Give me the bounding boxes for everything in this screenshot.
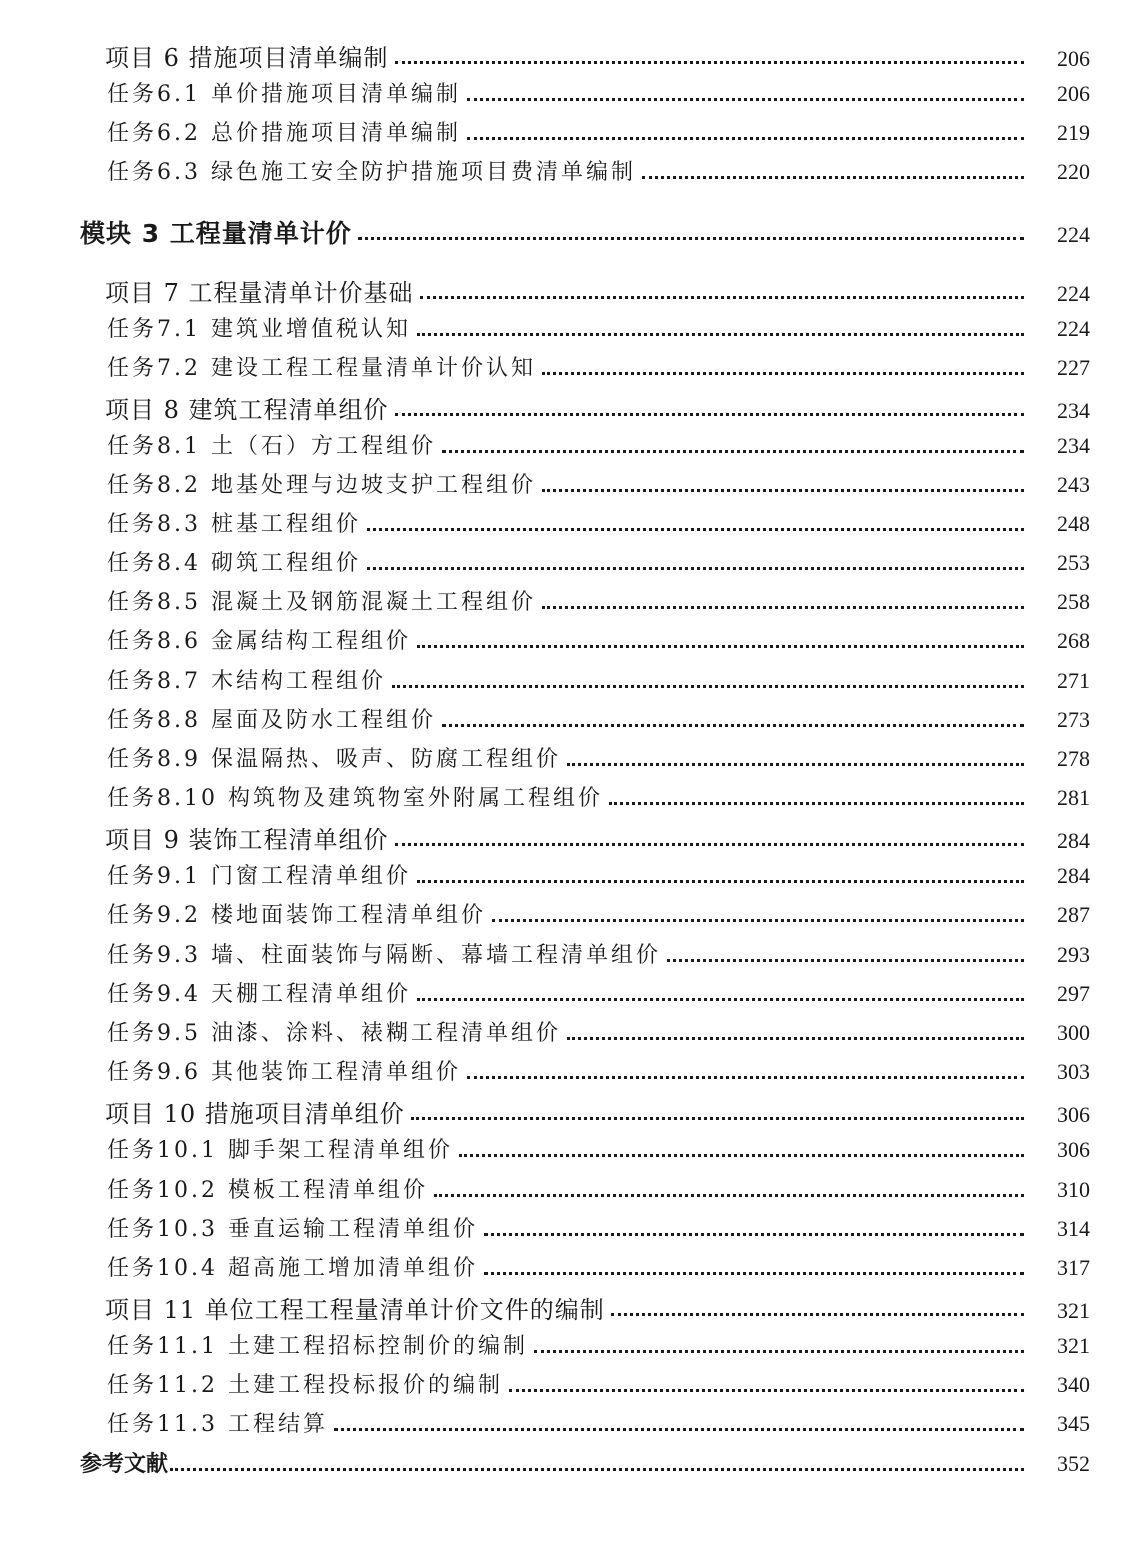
toc-entry-page-number: 281 [1057, 785, 1090, 810]
toc-entry-task [0, 77, 1144, 108]
dot-leader [417, 997, 1024, 1001]
toc-entry-task [0, 1212, 1144, 1243]
toc-entry-page-number: 224 [1057, 222, 1090, 247]
toc-entry-page-number: 321 [1057, 1298, 1090, 1323]
dot-leader [442, 723, 1024, 727]
toc-entry-title: 任务8.6 金属结构工程组价 [107, 629, 411, 654]
toc-entry-page-number: 243 [1057, 472, 1090, 497]
toc-entry-page-number: 227 [1057, 355, 1090, 380]
toc-entry-title: 任务11.1 土建工程招标控制价的编制 [107, 1334, 528, 1359]
toc-entry-page-number: 206 [1057, 81, 1090, 106]
toc-entry-title: 任务8.5 混凝土及钢筋混凝土工程组价 [107, 590, 536, 615]
dot-leader [395, 60, 1024, 64]
toc-entry-page-number: 310 [1057, 1177, 1090, 1202]
dot-leader [467, 136, 1024, 140]
toc-entry-page-number: 224 [1057, 316, 1090, 341]
toc-entry-page-number: 314 [1057, 1216, 1090, 1241]
toc-entry-task [0, 1368, 1144, 1399]
toc-entry-title: 任务6.1 单价措施项目清单编制 [107, 82, 461, 107]
toc-entry-project [0, 390, 1144, 425]
toc-entry-task [0, 977, 1144, 1008]
toc-entry-page-number: 258 [1057, 589, 1090, 614]
toc-entry-page-number: 287 [1057, 902, 1090, 927]
toc-entry-task [0, 351, 1144, 382]
dot-leader [509, 1388, 1024, 1392]
toc-entry-page-number: 234 [1057, 433, 1090, 458]
dot-leader [567, 762, 1024, 766]
toc-entry-title: 项目 10 措施项目清单组价 [105, 1100, 405, 1128]
toc-entry-title: 任务10.3 垂直运输工程清单组价 [107, 1217, 478, 1242]
toc-entry-title: 任务9.1 门窗工程清单组价 [107, 864, 411, 889]
toc-entry-task [0, 546, 1144, 577]
toc-entry-project [0, 1290, 1144, 1325]
toc-entry-title: 任务9.2 楼地面装饰工程清单组价 [107, 903, 486, 928]
toc-entry-title: 参考文献 [80, 1452, 169, 1477]
toc-entry-page-number: 234 [1057, 398, 1090, 423]
toc-entry-page-number: 271 [1057, 668, 1090, 693]
toc-entry-title: 任务6.3 绿色施工安全防护措施项目费清单编制 [107, 160, 636, 185]
toc-entry-page-number: 273 [1057, 707, 1090, 732]
toc-entry-page-number: 306 [1057, 1102, 1090, 1127]
toc-entry-page-number: 345 [1057, 1411, 1090, 1436]
toc-entry-title: 任务9.3 墙、柱面装饰与隔断、幕墙工程清单组价 [107, 943, 661, 968]
toc-entry-title: 项目 11 单位工程工程量清单计价文件的编制 [105, 1296, 605, 1324]
toc-entry-project [0, 820, 1144, 855]
toc-entry-title: 模块 3 工程量清单计价 [80, 219, 352, 248]
toc-entry-title: 任务9.6 其他装饰工程清单组价 [107, 1060, 461, 1085]
dot-leader [411, 1116, 1024, 1120]
toc-entry-task [0, 1173, 1144, 1204]
toc-entry-page-number: 352 [1057, 1451, 1090, 1476]
toc-entry-task [0, 507, 1144, 538]
toc-entry-title: 任务7.1 建筑业增值税认知 [107, 317, 411, 342]
toc-entry-task [0, 703, 1144, 734]
toc-entry-title: 项目 6 措施项目清单编制 [105, 44, 389, 72]
toc-entry-title: 任务9.5 油漆、涂料、裱糊工程清单组价 [107, 1021, 561, 1046]
dot-leader [611, 1312, 1024, 1316]
toc-entry-title: 任务8.3 桩基工程组价 [107, 512, 361, 537]
toc-entry-task [0, 1133, 1144, 1164]
toc-entry-task [0, 1016, 1144, 1047]
toc-entry-task [0, 1407, 1144, 1438]
toc-entry-page-number: 248 [1057, 511, 1090, 536]
dot-leader [170, 1467, 1024, 1471]
toc-entry-title: 任务11.3 工程结算 [107, 1412, 328, 1437]
toc-entry-title: 任务7.2 建设工程工程量清单计价认知 [107, 356, 536, 381]
dot-leader [442, 449, 1024, 453]
toc-entry-title: 任务8.8 屋面及防水工程组价 [107, 708, 436, 733]
toc-entry-task [0, 312, 1144, 343]
toc-entry-title: 任务8.9 保温隔热、吸声、防腐工程组价 [107, 747, 561, 772]
toc-entry-task [0, 898, 1144, 929]
toc-entry-title: 任务8.10 构筑物及建筑物室外附属工程组价 [107, 786, 603, 811]
toc-entry-module [0, 214, 1144, 250]
toc-entry-page-number: 303 [1057, 1059, 1090, 1084]
toc-entry-project [0, 1094, 1144, 1129]
toc-entry-title: 任务10.1 脚手架工程清单组价 [107, 1138, 453, 1163]
toc-entry-task [0, 116, 1144, 147]
dot-leader [484, 1271, 1024, 1275]
dot-leader [420, 295, 1024, 299]
toc-entry-page-number: 340 [1057, 1372, 1090, 1397]
dot-leader [609, 801, 1024, 805]
dot-leader [334, 1427, 1024, 1431]
toc-entry-page-number: 317 [1057, 1255, 1090, 1280]
toc-entry-title: 项目 9 装饰工程清单组价 [105, 826, 389, 854]
dot-leader [542, 371, 1024, 375]
toc-entry-title: 任务9.4 天棚工程清单组价 [107, 982, 411, 1007]
toc-entry-title: 任务11.2 土建工程投标报价的编制 [107, 1373, 503, 1398]
dot-leader [367, 566, 1024, 570]
dot-leader [567, 1036, 1024, 1040]
toc-entry-title: 任务8.7 木结构工程组价 [107, 669, 386, 694]
toc-entry-task [0, 664, 1144, 695]
toc-entry-title: 项目 7 工程量清单计价基础 [105, 279, 414, 307]
toc-entry-title: 任务8.2 地基处理与边坡支护工程组价 [107, 473, 536, 498]
toc-entry-task [0, 468, 1144, 499]
toc-entry-title: 项目 8 建筑工程清单组价 [105, 396, 389, 424]
dot-leader [484, 1232, 1024, 1236]
dot-leader [358, 236, 1024, 240]
dot-leader [392, 684, 1024, 688]
toc-entry-page-number: 220 [1057, 159, 1090, 184]
toc-entry-page-number: 297 [1057, 981, 1090, 1006]
toc-entry-page-number: 293 [1057, 942, 1090, 967]
dot-leader [542, 605, 1024, 609]
toc-entry-task [0, 781, 1144, 812]
toc-entry-page-number: 321 [1057, 1333, 1090, 1358]
toc-entry-task [0, 859, 1144, 890]
toc-entry-task [0, 624, 1144, 655]
toc-entry-page-number: 278 [1057, 746, 1090, 771]
dot-leader [459, 1153, 1024, 1157]
dot-leader [417, 332, 1024, 336]
toc-entry-page-number: 219 [1057, 120, 1090, 145]
dot-leader [542, 488, 1024, 492]
toc-entry-page-number: 253 [1057, 550, 1090, 575]
toc-entry-title: 任务8.1 土（石）方工程组价 [107, 434, 436, 459]
toc-entry-page-number: 300 [1057, 1020, 1090, 1045]
toc-entry-page-number: 224 [1057, 281, 1090, 306]
toc-entry-title: 任务10.2 模板工程清单组价 [107, 1178, 428, 1203]
dot-leader [367, 527, 1024, 531]
dot-leader [417, 879, 1024, 883]
dot-leader [467, 1075, 1024, 1079]
toc-entry-page-number: 206 [1057, 46, 1090, 71]
toc-entry-project [0, 38, 1144, 73]
toc-entry-page-number: 268 [1057, 628, 1090, 653]
toc-entry-task [0, 1251, 1144, 1282]
dot-leader [467, 97, 1024, 101]
toc-entry-title: 任务6.2 总价措施项目清单编制 [107, 121, 461, 146]
toc-entry-ref [0, 1447, 1144, 1478]
dot-leader [434, 1193, 1024, 1197]
toc-entry-title: 任务8.4 砌筑工程组价 [107, 551, 361, 576]
toc-entry-task [0, 585, 1144, 616]
toc-entry-task [0, 429, 1144, 460]
dot-leader [417, 644, 1024, 648]
toc-entry-page-number: 284 [1057, 863, 1090, 888]
toc-entry-page-number: 284 [1057, 828, 1090, 853]
toc-entry-task [0, 742, 1144, 773]
toc-entry-project [0, 273, 1144, 308]
dot-leader [492, 918, 1024, 922]
dot-leader [667, 958, 1024, 962]
dot-leader [395, 412, 1024, 416]
toc-entry-task [0, 1055, 1144, 1086]
toc-entry-task [0, 1329, 1144, 1360]
toc-entry-task [0, 938, 1144, 969]
toc-entry-task [0, 155, 1144, 186]
toc-entry-title: 任务10.4 超高施工增加清单组价 [107, 1256, 478, 1281]
dot-leader [395, 842, 1024, 846]
dot-leader [534, 1349, 1024, 1353]
toc-entry-page-number: 306 [1057, 1137, 1090, 1162]
dot-leader [642, 175, 1024, 179]
